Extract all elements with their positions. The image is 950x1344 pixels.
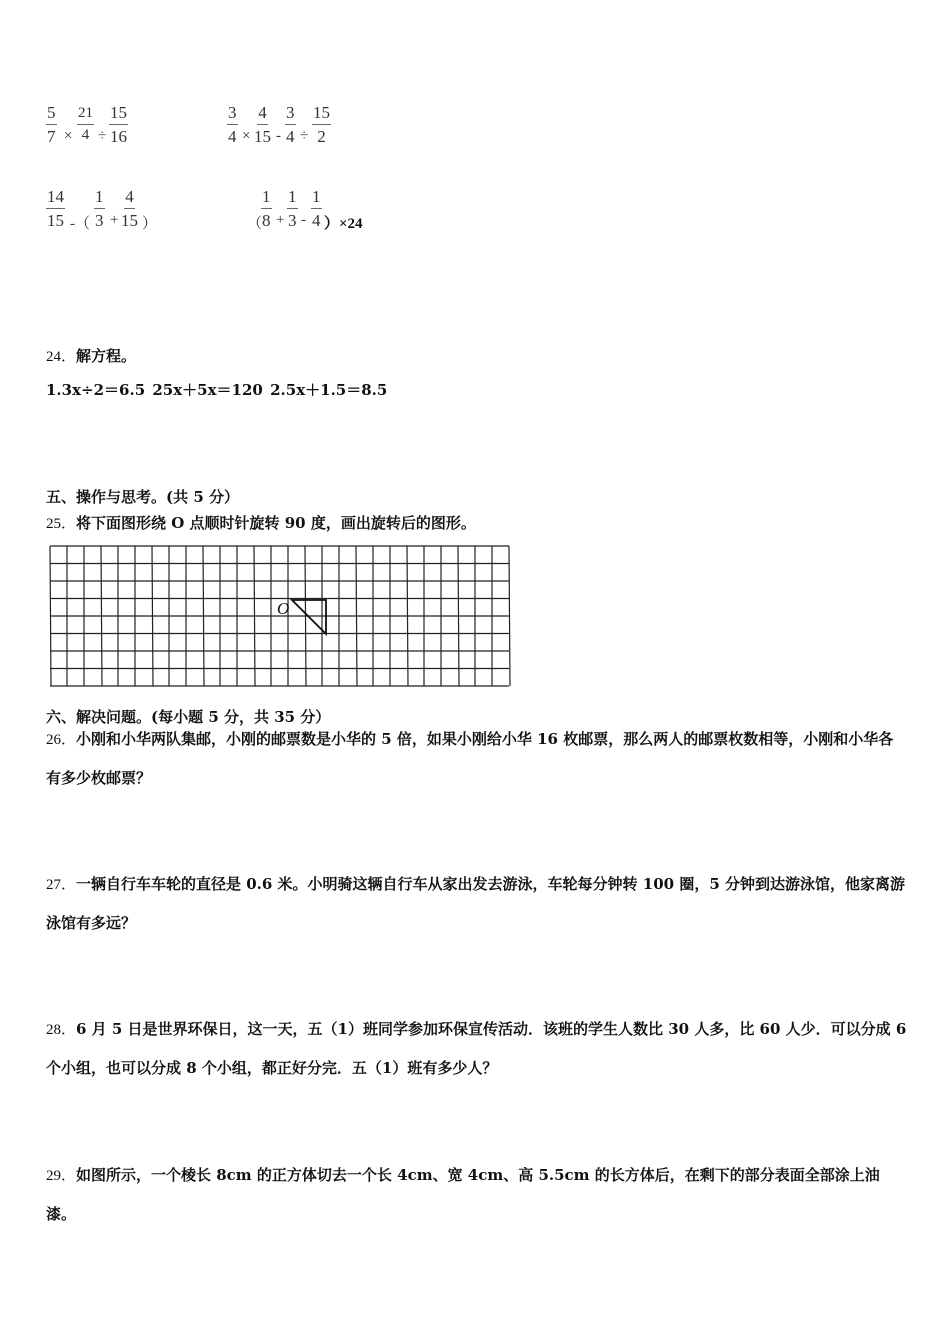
question-number: 26． [46,732,77,748]
fraction: $\frac{1}{3}$ [95,187,104,230]
section-title: 五、操作与思考。(共 5 分） [46,488,239,506]
fraction: $\frac{3}{4}$ [286,103,295,146]
question-text: 如图所示，一个棱长 8cm 的正方体切去一个长 4cm、宽 4cm、高 5.5cm 的长方体后，在剩下的部分表面全部涂上油漆。 [46,1166,880,1223]
question-28 [46,1010,908,1087]
fraction: $\frac{14}{15}$ [47,187,64,230]
operator: ÷ [300,128,309,144]
operator: ÷ [98,128,107,144]
operator: + [276,212,285,228]
fraction: $\frac{1}{4}$ [312,187,321,230]
question-number: 27． [46,877,77,893]
section-title: 六、解决问题。(每小题 5 分，共 35 分） [46,708,331,726]
fraction: $\frac{4}{15}$ [254,103,271,146]
operator: （ [247,216,263,232]
operator: + [110,212,119,228]
fraction: $\frac{15}{2}$ [313,103,330,146]
fraction: $\frac{21}{4}$ [78,105,93,143]
operator: - [301,212,306,228]
question-25 [46,512,476,533]
question-29 [46,1156,908,1233]
fraction: $\frac{4}{15}$ [121,187,138,230]
operator: ）×24 [324,216,363,232]
operator: -（ [70,216,90,232]
question-26 [46,720,908,797]
fraction: $\frac{3}{4}$ [228,103,237,146]
question-number: 24． [46,349,77,365]
fraction: $\frac{1}{8}$ [262,187,271,230]
question-text: 6 月 5 日是世界环保日，这一天，五（1）班同学参加环保宣传活动．该班的学生人数比 30 人多，比 60 人少．可以分成 6 个小组，也可以分成 8 个小组，都正好分完．五（1）班有多少人？ [46,1020,907,1077]
operator: × [242,128,251,144]
operator: ） [142,216,158,232]
grid-figure [48,544,520,688]
equations: 1.3x÷2＝6.5 25x＋5x＝120 2.5x＋1.5＝8.5 [46,381,388,399]
question-24 [46,345,136,366]
triangle-shape [292,600,326,634]
question-text: 将下面图形绕 O 点顺时针旋转 90 度，画出旋转后的图形。 [76,514,476,532]
fraction: $\frac{15}{16}$ [110,103,127,146]
operator: × [64,128,73,144]
question-title: 解方程。 [76,347,137,365]
operator: - [276,128,281,144]
question-text: 一辆自行车车轮的直径是 0.6 米。小明骑这辆自行车从家出发去游泳，车轮每分钟转 100 圈，5 分钟到达游泳馆，他家离游泳馆有多远？ [46,875,905,932]
point-o-label: O [277,599,290,618]
question-text: 小刚和小华两队集邮，小刚的邮票数是小华的 5 倍，如果小刚给小华 16 枚邮票，那么两人的邮票枚数相等，小刚和小华各有多少枚邮票？ [46,730,894,787]
grid-line [509,546,510,686]
question-number: 29． [46,1168,77,1184]
question-number: 25． [46,516,77,532]
fraction: $\frac{1}{3}$ [288,187,297,230]
fraction: $\frac{5}{7}$ [47,103,56,146]
question-27 [46,865,908,942]
question-number: 28． [46,1022,77,1038]
